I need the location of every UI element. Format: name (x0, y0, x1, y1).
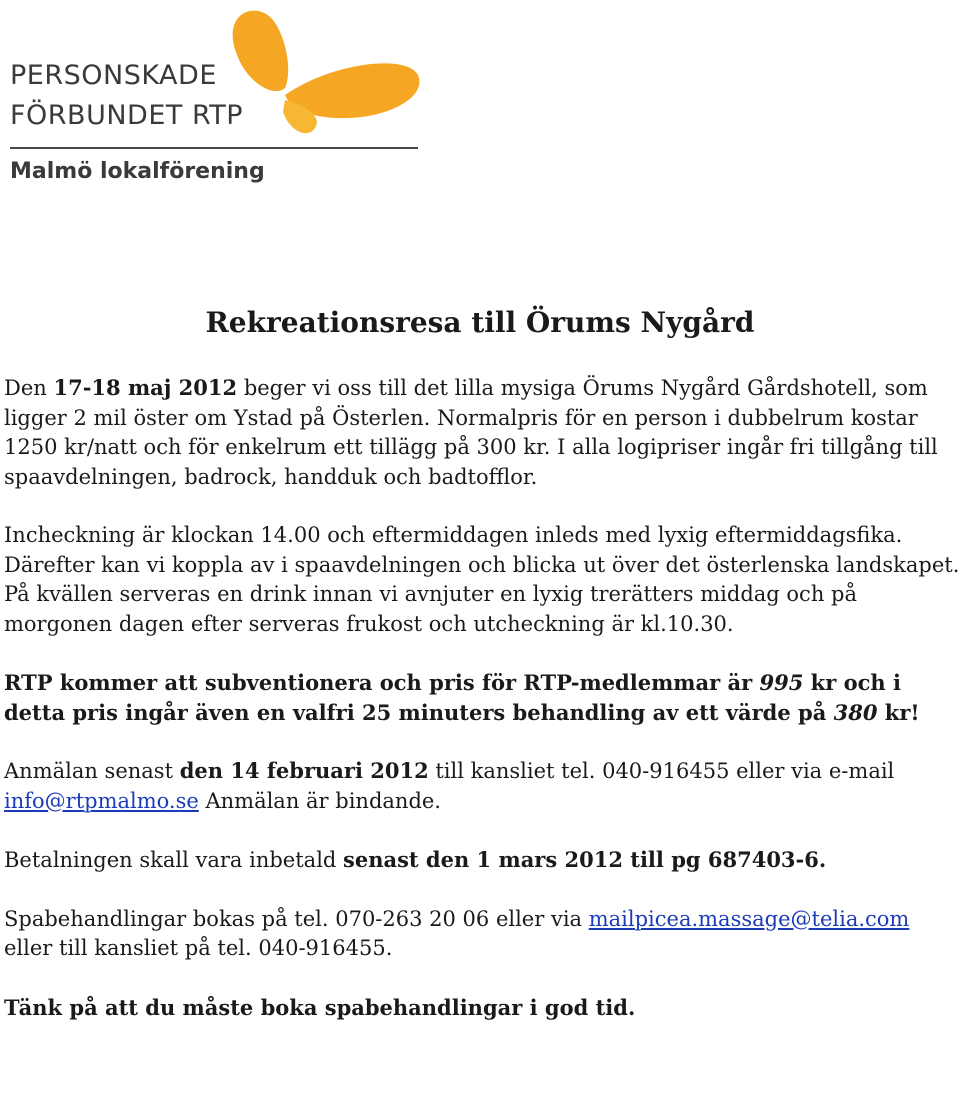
event-date: 17-18 maj 2012 (53, 375, 238, 400)
butterfly-icon (215, 0, 425, 150)
text: Anmälan senast (4, 759, 180, 783)
document-body (4, 373, 960, 1051)
logo-divider (10, 147, 418, 149)
paragraph-intro (4, 373, 960, 492)
text: kr! (877, 699, 920, 725)
paragraph-registration (4, 756, 960, 816)
text: Betalningen skall vara inbetald (4, 848, 344, 872)
text: kr och i detta pris ingår även en valfri 25 minuters behandling av ett värde på (4, 670, 901, 725)
logo-line-2: FÖRBUNDET RTP (10, 100, 244, 131)
text: beger vi oss till det lilla mysiga Örums Nygård Gårdshotell, som ligger 2 mil öster om Ystad på Österlen. Normalpris för en person i dubbelrum kostar 1250 kr/natt och för enkelrum ett tillägg på 300 kr. I alla logipriser ingår fri tillgång till spaavdelningen, badrock, handduk och badtofflor. (4, 376, 938, 489)
paragraph-payment (4, 845, 960, 876)
page-title: Rekreationsresa till Örums Nygård (205, 306, 755, 339)
member-price: 995 (759, 670, 804, 695)
email-link-massage[interactable]: mailpicea.massage@telia.com (588, 906, 910, 931)
logo-line-1: PERSONSKADE (10, 60, 217, 91)
paragraph-price (4, 668, 960, 727)
paragraph-schedule: Incheckning är klockan 14.00 och eftermiddagen inleds med lyxig eftermiddagsfika. Därefter kan vi koppla av i spaavdelningen och blicka ut över det österlenska landskapet. På kvällen serveras en drink innan vi avnjuter en lyxig trerätters middag och på morgonen dagen efter serveras frukost och utcheckning är kl.10.30. (4, 523, 960, 636)
registration-deadline: den 14 februari 2012 (179, 758, 429, 783)
text: till kansliet tel. 040-916455 eller via e-mail (428, 759, 895, 783)
organization-logo (0, 0, 440, 200)
text: RTP kommer att subventionera och pris för RTP-medlemmar är (4, 670, 760, 695)
text: eller till kansliet på tel. 040-916455. (4, 936, 393, 960)
text: Anmälan är bindande. (198, 788, 441, 813)
text: Spabehandlingar bokas på tel. 070-263 20 06 eller via (4, 906, 589, 931)
treatment-value: 380 (833, 699, 878, 725)
text: Den (4, 376, 54, 400)
paragraph-reminder: Tänk på att du måste boka spabehandlingar i god tid. (4, 994, 636, 1020)
payment-deadline: senast den 1 mars 2012 till pg 687403-6. (343, 847, 827, 872)
paragraph-spa-booking (4, 905, 960, 964)
email-link-info[interactable]: info@rtpmalmo.se (4, 788, 199, 813)
logo-subtitle: Malmö lokalförening (10, 159, 265, 184)
